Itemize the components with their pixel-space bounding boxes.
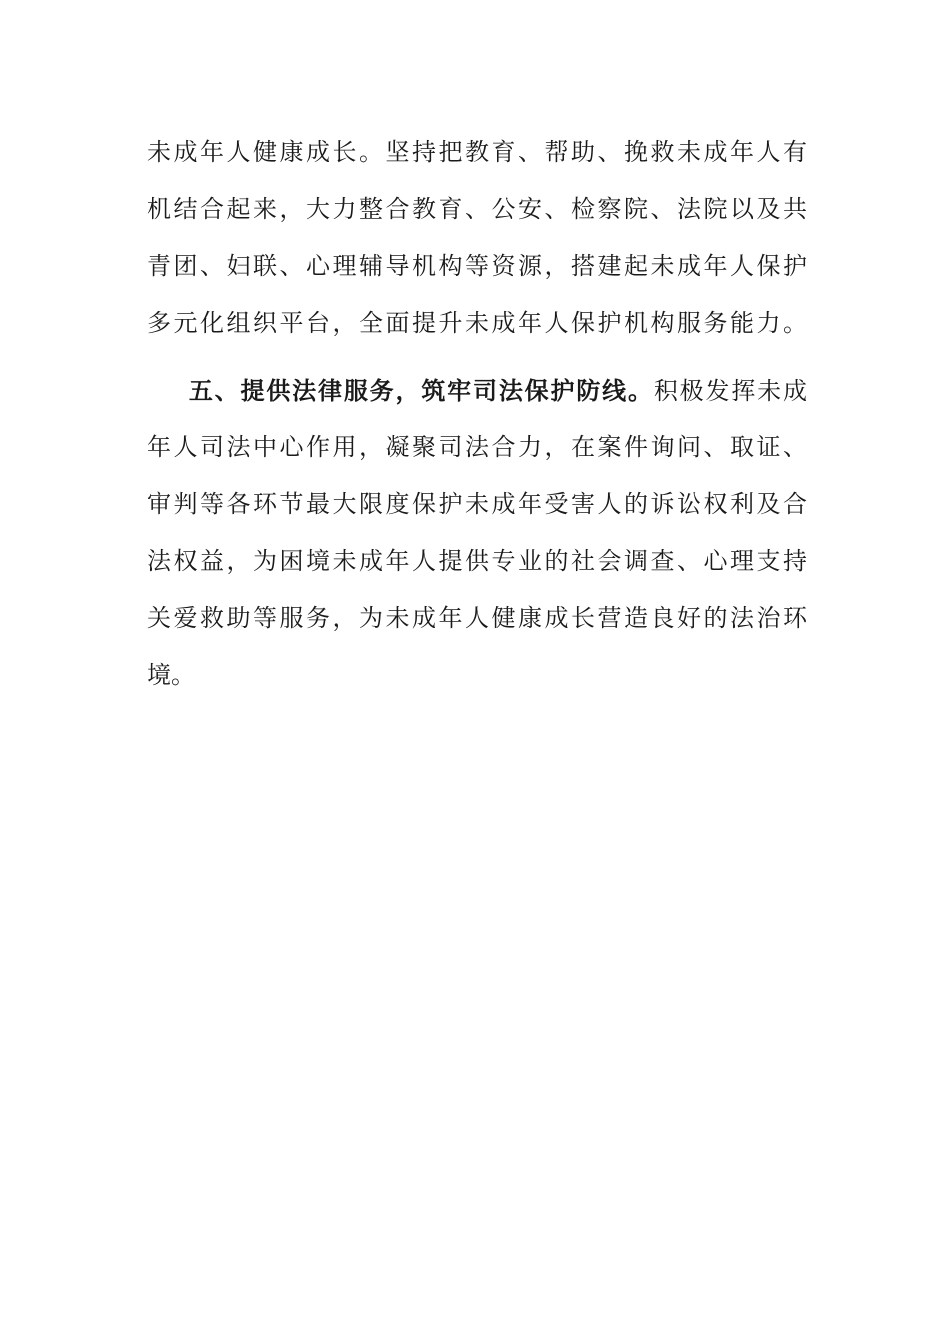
paragraph-2-first-line-text: 积极发挥未成: [653, 377, 807, 405]
paragraph-2-line: 年人司法中心作用，凝聚司法合力，在案件询问、取证、: [147, 433, 807, 461]
paragraph-1-line: 多元化组织平台，全面提升未成年人保护机构服务能力。: [147, 309, 807, 337]
paragraph-2: [147, 362, 807, 704]
paragraph-1-line: 未成年人健康成长。坚持把教育、帮助、挽救未成年人有: [147, 138, 807, 166]
paragraph-2-first-line: [147, 362, 807, 419]
paragraph-1-line: 青团、妇联、心理辅导机构等资源，搭建起未成年人保护: [147, 252, 807, 280]
paragraph-2-line: 审判等各环节最大限度保护未成年受害人的诉讼权利及合: [147, 490, 807, 518]
document-body: [147, 124, 807, 704]
paragraph-2-line: 法权益，为困境未成年人提供专业的社会调查、心理支持: [147, 547, 807, 575]
paragraph-1: [147, 124, 807, 352]
paragraph-2-line: 境。: [147, 661, 195, 689]
paragraph-2-line: 关爱救助等服务，为未成年人健康成长营造良好的法治环: [147, 604, 807, 632]
section-heading: 五、提供法律服务，筑牢司法保护防线。: [187, 376, 654, 405]
paragraph-1-line: 机结合起来，大力整合教育、公安、检察院、法院以及共: [147, 195, 807, 223]
